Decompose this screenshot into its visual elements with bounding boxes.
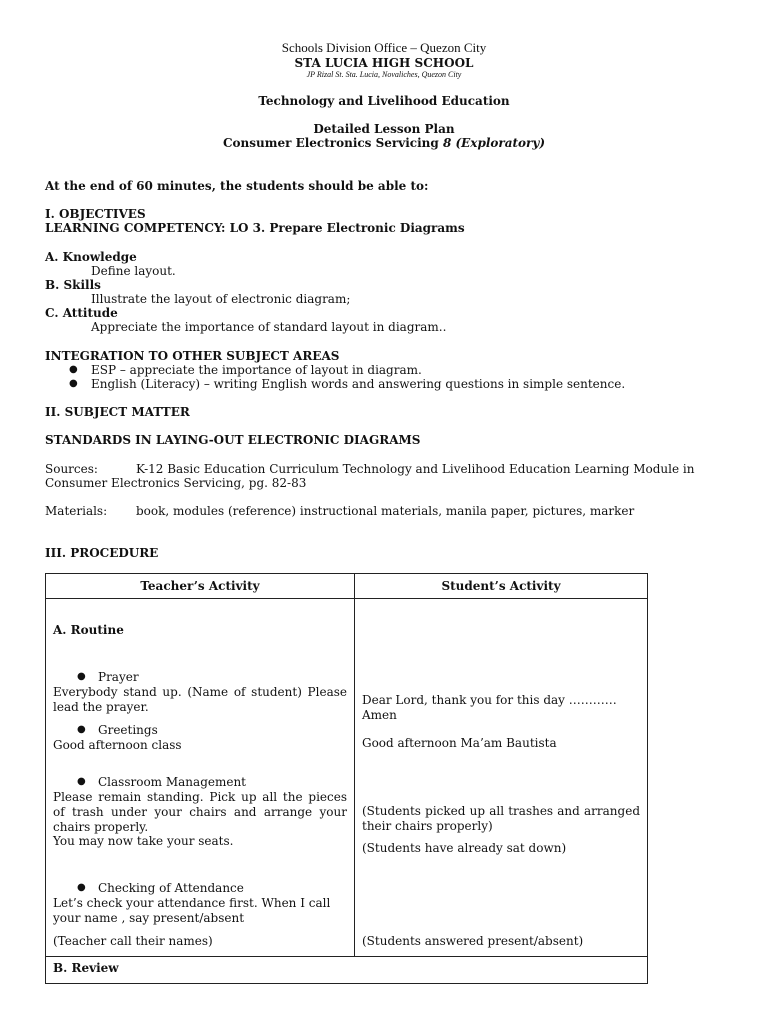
integration-item-esp: ESP – appreciate the importance of layout in diagram. (91, 363, 422, 377)
teacher-call-names-text: (Teacher call their names) (53, 934, 213, 948)
skills-label: B. Skills (45, 278, 101, 292)
procedure-heading: III. PROCEDURE (45, 546, 159, 560)
topic-title: STANDARDS IN LAYING-OUT ELECTRONIC DIAGRAMS (45, 433, 421, 447)
attendance-student-text: (Students answered present/absent) (362, 934, 584, 948)
bullet-icon: ● (77, 671, 86, 682)
integration-heading: INTEGRATION TO OTHER SUBJECT AREAS (45, 349, 340, 363)
subject-title: Technology and Livelihood Education (258, 94, 510, 108)
attendance-label: Checking of Attendance (98, 881, 244, 895)
sources-text: K-12 Basic Education Curriculum Technology and Livelihood Education Learning Module in (136, 462, 695, 476)
prayer-student-text: Dear Lord, thank you for this day ………… Amen (362, 693, 617, 722)
student-activity-cell (355, 599, 648, 957)
bullet-icon: ● (69, 378, 78, 389)
division-office: Schools Division Office – Quezon City (281, 40, 487, 55)
sources-label: Sources: (45, 462, 98, 476)
integration-item-english: English (Literacy) – writing English words and answering questions in simple sentence. (91, 377, 626, 391)
prayer-label: Prayer (98, 670, 139, 684)
teacher-activity-cell (46, 599, 355, 957)
classroom-management-label: Classroom Management (98, 775, 247, 789)
student-activity-header: Student’s Activity (355, 574, 648, 599)
greetings-teacher-text: Good afternoon class (53, 738, 182, 752)
routine-label: A. Routine (53, 623, 124, 637)
course-title (0, 136, 768, 150)
sat-down-student-text: (Students have already sat down) (362, 841, 567, 855)
classroom-management-teacher-text: Please remain standing. Pick up all the pieces of trash under your chairs and arrange your chairs properly. (53, 790, 347, 834)
bullet-icon: ● (69, 364, 78, 375)
school-name: STA LUCIA HIGH SCHOOL (294, 56, 474, 70)
review-cell (46, 957, 648, 984)
knowledge-text: Define layout. (91, 264, 176, 278)
knowledge-label: A. Knowledge (45, 250, 137, 264)
intro-statement: At the end of 60 minutes, the students should be able to: (45, 179, 429, 193)
course-name: Consumer Electronics Servicing (222, 136, 439, 150)
bullet-icon: ● (77, 724, 86, 735)
greetings-label: Greetings (98, 723, 158, 737)
table-header-row (46, 574, 648, 599)
table-row (46, 599, 648, 957)
bullet-icon: ● (77, 882, 86, 893)
prayer-teacher-text: Everybody stand up. (Name of student) Please lead the prayer. (53, 685, 347, 714)
table-row (46, 957, 648, 984)
subject-matter-heading: II. SUBJECT MATTER (45, 405, 190, 419)
attitude-text: Appreciate the importance of standard layout in diagram.. (91, 320, 447, 334)
sources-text-continued: Consumer Electronics Servicing, pg. 82-83 (45, 476, 307, 490)
bullet-icon: ● (77, 776, 86, 787)
materials-label: Materials: (45, 504, 108, 518)
school-address: JP Rizal St. Sta. Lucia, Novaliches, Quezon City (306, 70, 462, 79)
course-grade: 8 (Exploratory) (442, 136, 546, 150)
review-label: B. Review (53, 961, 119, 975)
plan-title: Detailed Lesson Plan (313, 122, 455, 136)
skills-text: Illustrate the layout of electronic diagram; (91, 292, 351, 306)
greetings-student-text: Good afternoon Ma’am Bautista (362, 736, 557, 750)
learning-competency: LEARNING COMPETENCY: LO 3. Prepare Electronic Diagrams (45, 221, 465, 235)
procedure-table (45, 573, 648, 984)
objectives-heading: I. OBJECTIVES (45, 207, 146, 221)
materials-text: book, modules (reference) instructional materials, manila paper, pictures, marker (136, 504, 635, 518)
teacher-activity-header: Teacher’s Activity (46, 574, 355, 599)
attendance-teacher-text: Let’s check your attendance first. When I call your name , say present/absent (53, 896, 331, 925)
take-seats-text: You may now take your seats. (53, 834, 234, 848)
classroom-management-student-text: (Students picked up all trashes and arranged their chairs properly) (362, 804, 640, 833)
attitude-label: C. Attitude (45, 306, 118, 320)
